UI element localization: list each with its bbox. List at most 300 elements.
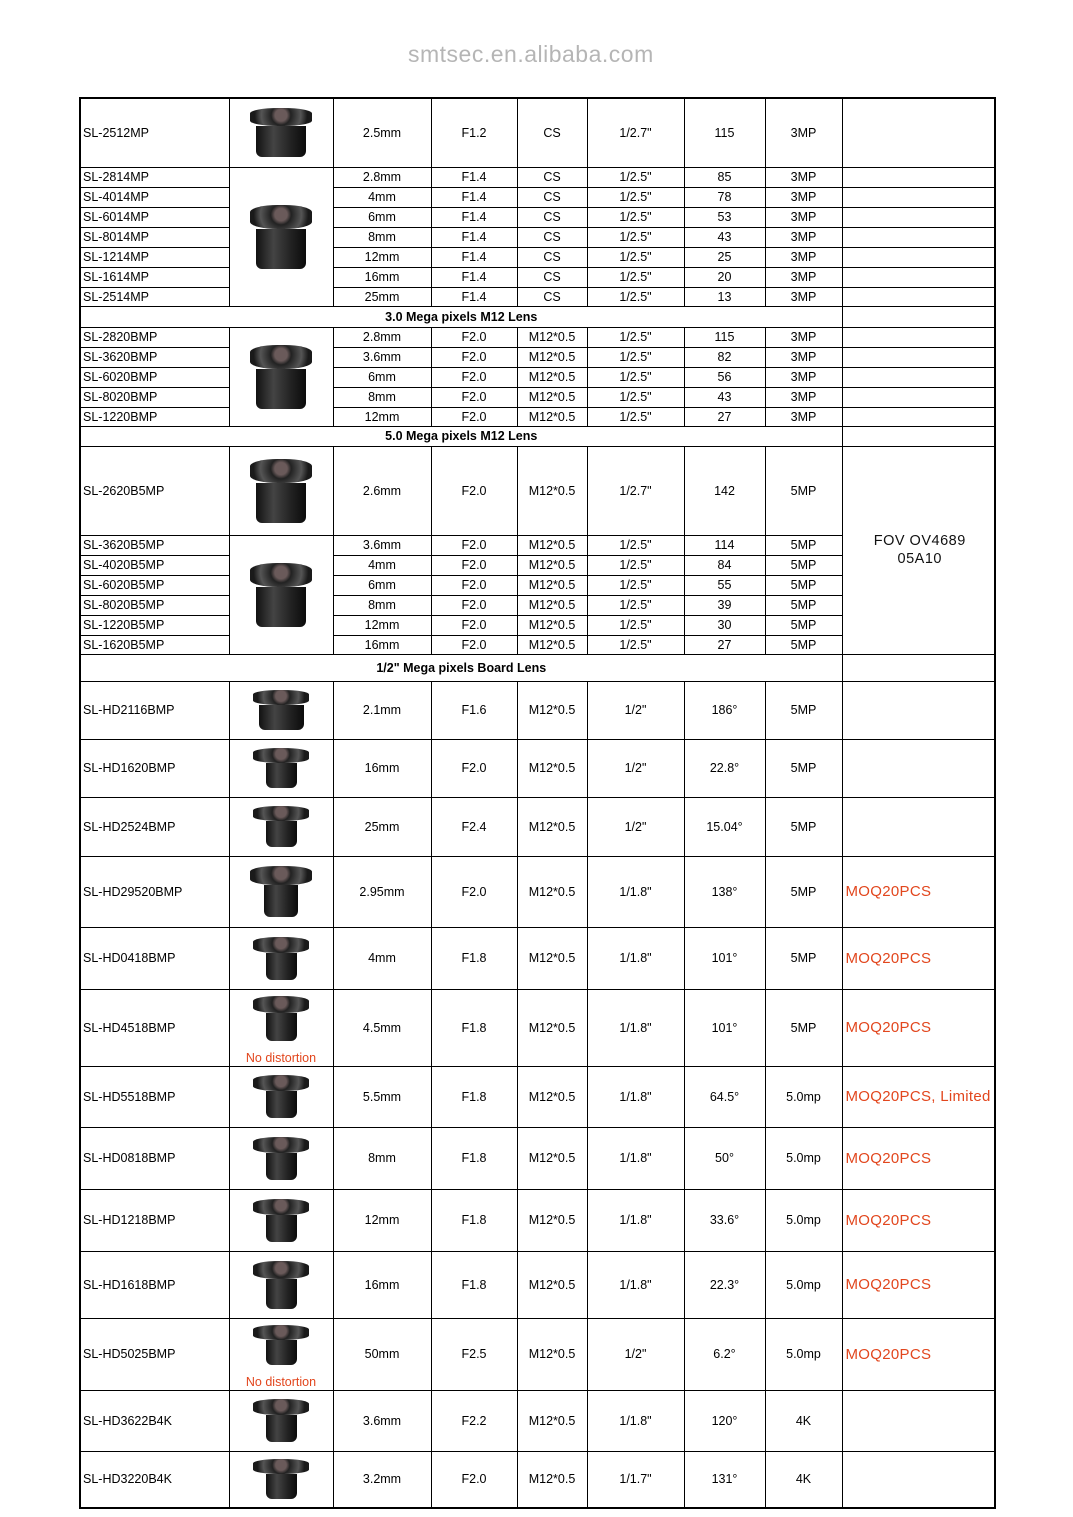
res-cell: 3MP <box>765 387 842 407</box>
sensor-cell: 1/2.5" <box>587 575 684 595</box>
section-title: 3.0 Mega pixels M12 Lens <box>80 306 842 327</box>
mount-cell: M12*0.5 <box>517 407 587 426</box>
mount-cell: M12*0.5 <box>517 595 587 615</box>
aperture-cell: F2.0 <box>431 446 517 535</box>
note-cell <box>842 681 995 739</box>
lens-photo <box>253 806 309 847</box>
sensor-cell: 1/1.8" <box>587 1066 684 1127</box>
table-row <box>80 247 995 267</box>
res-cell: 5MP <box>765 739 842 797</box>
mount-cell: CS <box>517 227 587 247</box>
sensor-cell: 1/2.5" <box>587 327 684 347</box>
note-cell <box>842 367 995 387</box>
note-cell: FOV OV4689 05A10 <box>842 446 995 654</box>
res-cell: 3MP <box>765 98 842 167</box>
res-cell: 5.0mp <box>765 1127 842 1189</box>
res-cell: 5MP <box>765 797 842 856</box>
table-row <box>80 1127 995 1189</box>
model-cell: SL-8020BMP <box>80 387 229 407</box>
fov-cell: 22.3° <box>684 1251 765 1318</box>
fov-cell: 64.5° <box>684 1066 765 1127</box>
fov-cell: 186° <box>684 681 765 739</box>
lens-photo <box>253 1399 309 1442</box>
lens-photo <box>253 690 309 730</box>
focal-cell: 12mm <box>333 247 431 267</box>
sensor-cell: 1/2.5" <box>587 535 684 555</box>
res-cell: 3MP <box>765 267 842 287</box>
note-cell <box>842 207 995 227</box>
res-cell: 3MP <box>765 287 842 306</box>
note-cell <box>842 654 995 681</box>
mount-cell: M12*0.5 <box>517 446 587 535</box>
focal-cell: 4mm <box>333 187 431 207</box>
model-cell: SL-6014MP <box>80 207 229 227</box>
res-cell: 5MP <box>765 989 842 1066</box>
table-row <box>80 1066 995 1127</box>
lens-photo <box>253 1325 309 1365</box>
sensor-cell: 1/2.5" <box>587 267 684 287</box>
fov-cell: 27 <box>684 635 765 654</box>
fov-cell: 84 <box>684 555 765 575</box>
sensor-cell: 1/2.5" <box>587 227 684 247</box>
fov-cell: 13 <box>684 287 765 306</box>
table-row <box>80 1390 995 1451</box>
table-row <box>80 98 995 167</box>
res-cell: 3MP <box>765 247 842 267</box>
res-cell: 5.0mp <box>765 1066 842 1127</box>
res-cell: 3MP <box>765 407 842 426</box>
fov-cell: 115 <box>684 327 765 347</box>
aperture-cell: F2.0 <box>431 347 517 367</box>
focal-cell: 8mm <box>333 227 431 247</box>
focal-cell: 4mm <box>333 927 431 989</box>
note-cell <box>842 1451 995 1508</box>
aperture-cell: F1.8 <box>431 989 517 1066</box>
lens-image-cell <box>229 1251 333 1318</box>
lens-image-cell <box>229 535 333 654</box>
mount-cell: CS <box>517 167 587 187</box>
aperture-cell: F1.8 <box>431 927 517 989</box>
table-row <box>80 167 995 187</box>
lens-photo <box>253 996 309 1041</box>
sensor-cell: 1/2.5" <box>587 615 684 635</box>
model-cell: SL-6020B5MP <box>80 575 229 595</box>
aperture-cell: F2.2 <box>431 1390 517 1451</box>
lens-photo <box>253 748 309 788</box>
table-row <box>80 927 995 989</box>
mount-cell: M12*0.5 <box>517 347 587 367</box>
res-cell: 3MP <box>765 367 842 387</box>
mount-cell: M12*0.5 <box>517 367 587 387</box>
section-header-row <box>80 426 995 446</box>
aperture-cell: F2.0 <box>431 595 517 615</box>
res-cell: 5.0mp <box>765 1251 842 1318</box>
lens-image-cell <box>229 927 333 989</box>
aperture-cell: F2.4 <box>431 797 517 856</box>
focal-cell: 16mm <box>333 739 431 797</box>
fov-cell: 25 <box>684 247 765 267</box>
sensor-cell: 1/2.5" <box>587 555 684 575</box>
fov-cell: 120° <box>684 1390 765 1451</box>
lens-photo <box>250 866 312 917</box>
section-title: 5.0 Mega pixels M12 Lens <box>80 426 842 446</box>
focal-cell: 6mm <box>333 575 431 595</box>
model-cell: SL-8020B5MP <box>80 595 229 615</box>
table-row <box>80 367 995 387</box>
focal-cell: 8mm <box>333 387 431 407</box>
aperture-cell: F2.5 <box>431 1318 517 1390</box>
model-cell: SL-8014MP <box>80 227 229 247</box>
lens-image-cell <box>229 1390 333 1451</box>
res-cell: 5MP <box>765 681 842 739</box>
model-cell: SL-HD1218BMP <box>80 1189 229 1251</box>
note-cell: MOQ20PCS <box>842 1251 995 1318</box>
lens-image-cell <box>229 797 333 856</box>
note-cell <box>842 227 995 247</box>
aperture-cell: F2.0 <box>431 407 517 426</box>
focal-cell: 25mm <box>333 287 431 306</box>
note-cell <box>842 327 995 347</box>
note-cell: MOQ20PCS <box>842 927 995 989</box>
sensor-cell: 1/2.5" <box>587 207 684 227</box>
note-cell <box>842 287 995 306</box>
lens-image-cell <box>229 989 333 1066</box>
mount-cell: M12*0.5 <box>517 1318 587 1390</box>
fov-cell: 43 <box>684 227 765 247</box>
aperture-cell: F2.0 <box>431 739 517 797</box>
sensor-cell: 1/2.5" <box>587 635 684 654</box>
lens-image-cell <box>229 446 333 535</box>
aperture-cell: F2.0 <box>431 535 517 555</box>
res-cell: 5MP <box>765 446 842 535</box>
note-cell <box>842 347 995 367</box>
section-header-row <box>80 306 995 327</box>
lens-photo <box>253 1075 309 1118</box>
model-cell: SL-4020B5MP <box>80 555 229 575</box>
no-distortion-caption: No distortion <box>245 1050 317 1065</box>
table-row <box>80 797 995 856</box>
focal-cell: 12mm <box>333 1189 431 1251</box>
aperture-cell: F2.0 <box>431 367 517 387</box>
sensor-cell: 1/2.5" <box>587 347 684 367</box>
lens-image-cell <box>229 1318 333 1390</box>
sensor-cell: 1/1.8" <box>587 927 684 989</box>
fov-cell: 101° <box>684 927 765 989</box>
aperture-cell: F1.4 <box>431 247 517 267</box>
sensor-cell: 1/1.7" <box>587 1451 684 1508</box>
aperture-cell: F1.4 <box>431 207 517 227</box>
aperture-cell: F1.4 <box>431 267 517 287</box>
lens-spec-table <box>79 97 996 1509</box>
fov-cell: 55 <box>684 575 765 595</box>
mount-cell: M12*0.5 <box>517 575 587 595</box>
mount-cell: M12*0.5 <box>517 635 587 654</box>
res-cell: 5.0mp <box>765 1189 842 1251</box>
mount-cell: M12*0.5 <box>517 387 587 407</box>
fov-cell: 115 <box>684 98 765 167</box>
lens-photo <box>253 1459 309 1499</box>
focal-cell: 8mm <box>333 595 431 615</box>
sensor-cell: 1/2" <box>587 1318 684 1390</box>
aperture-cell: F2.0 <box>431 1451 517 1508</box>
aperture-cell: F1.8 <box>431 1127 517 1189</box>
model-cell: SL-HD2116BMP <box>80 681 229 739</box>
table-row <box>80 1318 995 1390</box>
model-cell: SL-HD2524BMP <box>80 797 229 856</box>
sensor-cell: 1/2.5" <box>587 387 684 407</box>
aperture-cell: F1.4 <box>431 227 517 247</box>
sensor-cell: 1/2.5" <box>587 367 684 387</box>
model-cell: SL-3620BMP <box>80 347 229 367</box>
lens-image-cell <box>229 1066 333 1127</box>
table-row <box>80 856 995 927</box>
res-cell: 5MP <box>765 575 842 595</box>
model-cell: SL-2814MP <box>80 167 229 187</box>
table-row <box>80 327 995 347</box>
mount-cell: M12*0.5 <box>517 535 587 555</box>
sensor-cell: 1/2.5" <box>587 247 684 267</box>
fov-cell: 131° <box>684 1451 765 1508</box>
table-row <box>80 227 995 247</box>
aperture-cell: F1.2 <box>431 98 517 167</box>
focal-cell: 12mm <box>333 615 431 635</box>
fov-cell: 78 <box>684 187 765 207</box>
model-cell: SL-HD1620BMP <box>80 739 229 797</box>
note-cell <box>842 267 995 287</box>
model-cell: SL-HD3622B4K <box>80 1390 229 1451</box>
mount-cell: M12*0.5 <box>517 1189 587 1251</box>
table-row <box>80 347 995 367</box>
model-cell: SL-HD29520BMP <box>80 856 229 927</box>
mount-cell: M12*0.5 <box>517 739 587 797</box>
focal-cell: 16mm <box>333 1251 431 1318</box>
model-cell: SL-6020BMP <box>80 367 229 387</box>
table-row <box>80 267 995 287</box>
note-cell: MOQ20PCS <box>842 1127 995 1189</box>
model-cell: SL-HD5025BMP <box>80 1318 229 1390</box>
res-cell: 5MP <box>765 535 842 555</box>
mount-cell: M12*0.5 <box>517 1251 587 1318</box>
table-row <box>80 387 995 407</box>
sensor-cell: 1/2.5" <box>587 407 684 426</box>
focal-cell: 50mm <box>333 1318 431 1390</box>
table-row <box>80 1189 995 1251</box>
lens-image-cell <box>229 1451 333 1508</box>
fov-cell: 39 <box>684 595 765 615</box>
model-cell: SL-1220BMP <box>80 407 229 426</box>
mount-cell: M12*0.5 <box>517 856 587 927</box>
focal-cell: 16mm <box>333 635 431 654</box>
aperture-cell: F1.4 <box>431 187 517 207</box>
lens-photo <box>253 937 309 980</box>
sensor-cell: 1/2" <box>587 797 684 856</box>
sensor-cell: 1/2.7" <box>587 446 684 535</box>
mount-cell: CS <box>517 187 587 207</box>
mount-cell: CS <box>517 287 587 306</box>
table-row <box>80 1451 995 1508</box>
lens-photo <box>253 1137 309 1180</box>
mount-cell: CS <box>517 207 587 227</box>
model-cell: SL-HD4518BMP <box>80 989 229 1066</box>
mount-cell: CS <box>517 247 587 267</box>
fov-cell: 20 <box>684 267 765 287</box>
model-cell: SL-HD0818BMP <box>80 1127 229 1189</box>
focal-cell: 2.95mm <box>333 856 431 927</box>
sensor-cell: 1/1.8" <box>587 1189 684 1251</box>
focal-cell: 3.6mm <box>333 535 431 555</box>
res-cell: 5MP <box>765 856 842 927</box>
aperture-cell: F1.6 <box>431 681 517 739</box>
section-header-row <box>80 654 995 681</box>
fov-cell: 30 <box>684 615 765 635</box>
mount-cell: M12*0.5 <box>517 1451 587 1508</box>
focal-cell: 5.5mm <box>333 1066 431 1127</box>
fov-cell: 15.04° <box>684 797 765 856</box>
focal-cell: 4.5mm <box>333 989 431 1066</box>
fov-cell: 50° <box>684 1127 765 1189</box>
model-cell: SL-4014MP <box>80 187 229 207</box>
fov-cell: 33.6° <box>684 1189 765 1251</box>
mount-cell: M12*0.5 <box>517 1127 587 1189</box>
model-cell: SL-2514MP <box>80 287 229 306</box>
table-row <box>80 446 995 535</box>
lens-photo <box>250 345 312 409</box>
res-cell: 5MP <box>765 927 842 989</box>
aperture-cell: F2.0 <box>431 575 517 595</box>
table-row <box>80 1251 995 1318</box>
note-cell <box>842 426 995 446</box>
sensor-cell: 1/2" <box>587 681 684 739</box>
model-cell: SL-2512MP <box>80 98 229 167</box>
table-row <box>80 407 995 426</box>
aperture-cell: F2.0 <box>431 327 517 347</box>
note-cell <box>842 167 995 187</box>
focal-cell: 6mm <box>333 367 431 387</box>
res-cell: 4K <box>765 1451 842 1508</box>
note-cell <box>842 739 995 797</box>
sensor-cell: 1/1.8" <box>587 1390 684 1451</box>
focal-cell: 8mm <box>333 1127 431 1189</box>
aperture-cell: F1.4 <box>431 167 517 187</box>
focal-cell: 2.8mm <box>333 167 431 187</box>
note-cell <box>842 247 995 267</box>
focal-cell: 12mm <box>333 407 431 426</box>
lens-image-cell <box>229 856 333 927</box>
note-cell <box>842 1390 995 1451</box>
table-row <box>80 739 995 797</box>
fov-cell: 27 <box>684 407 765 426</box>
res-cell: 5MP <box>765 635 842 654</box>
model-cell: SL-HD3220B4K <box>80 1451 229 1508</box>
model-cell: SL-HD0418BMP <box>80 927 229 989</box>
mount-cell: CS <box>517 267 587 287</box>
res-cell: 3MP <box>765 327 842 347</box>
note-cell: MOQ20PCS <box>842 1318 995 1390</box>
res-cell: 3MP <box>765 227 842 247</box>
mount-cell: M12*0.5 <box>517 989 587 1066</box>
fov-cell: 53 <box>684 207 765 227</box>
aperture-cell: F1.8 <box>431 1189 517 1251</box>
res-cell: 3MP <box>765 347 842 367</box>
focal-cell: 25mm <box>333 797 431 856</box>
sensor-cell: 1/1.8" <box>587 1127 684 1189</box>
aperture-cell: F2.0 <box>431 387 517 407</box>
lens-photo <box>253 1261 309 1309</box>
res-cell: 4K <box>765 1390 842 1451</box>
fov-cell: 138° <box>684 856 765 927</box>
mount-cell: M12*0.5 <box>517 797 587 856</box>
lens-image-cell <box>229 167 333 306</box>
focal-cell: 16mm <box>333 267 431 287</box>
lens-image-cell <box>229 1127 333 1189</box>
aperture-cell: F1.4 <box>431 287 517 306</box>
res-cell: 5MP <box>765 595 842 615</box>
focal-cell: 2.8mm <box>333 327 431 347</box>
model-cell: SL-1214MP <box>80 247 229 267</box>
aperture-cell: F2.0 <box>431 555 517 575</box>
fov-cell: 6.2° <box>684 1318 765 1390</box>
sensor-cell: 1/2.5" <box>587 187 684 207</box>
sensor-cell: 1/1.8" <box>587 989 684 1066</box>
fov-cell: 43 <box>684 387 765 407</box>
note-cell <box>842 797 995 856</box>
mount-cell: CS <box>517 98 587 167</box>
fov-cell: 82 <box>684 347 765 367</box>
lens-image-cell <box>229 327 333 426</box>
note-cell <box>842 407 995 426</box>
focal-cell: 3.2mm <box>333 1451 431 1508</box>
focal-cell: 3.6mm <box>333 1390 431 1451</box>
model-cell: SL-1614MP <box>80 267 229 287</box>
focal-cell: 4mm <box>333 555 431 575</box>
res-cell: 3MP <box>765 167 842 187</box>
section-title: 1/2" Mega pixels Board Lens <box>80 654 842 681</box>
focal-cell: 3.6mm <box>333 347 431 367</box>
lens-photo <box>250 205 312 269</box>
sensor-cell: 1/2.7" <box>587 98 684 167</box>
note-cell <box>842 387 995 407</box>
lens-image-cell <box>229 739 333 797</box>
aperture-cell: F2.0 <box>431 635 517 654</box>
lens-photo <box>250 459 312 523</box>
focal-cell: 6mm <box>333 207 431 227</box>
note-cell: MOQ20PCS, Limited <box>842 1066 995 1127</box>
mount-cell: M12*0.5 <box>517 1066 587 1127</box>
sensor-cell: 1/2" <box>587 739 684 797</box>
mount-cell: M12*0.5 <box>517 927 587 989</box>
aperture-cell: F2.0 <box>431 856 517 927</box>
res-cell: 3MP <box>765 187 842 207</box>
table-row <box>80 287 995 306</box>
note-cell <box>842 187 995 207</box>
model-cell: SL-1620B5MP <box>80 635 229 654</box>
table-row <box>80 207 995 227</box>
aperture-cell: F1.8 <box>431 1251 517 1318</box>
mount-cell: M12*0.5 <box>517 1390 587 1451</box>
fov-cell: 142 <box>684 446 765 535</box>
sensor-cell: 1/1.8" <box>587 1251 684 1318</box>
note-cell: MOQ20PCS <box>842 989 995 1066</box>
lens-photo <box>253 1199 309 1242</box>
table-row <box>80 187 995 207</box>
model-cell: SL-2620B5MP <box>80 446 229 535</box>
watermark: smtsec.en.alibaba.com <box>408 41 654 67</box>
no-distortion-caption: No distortion <box>245 1374 317 1389</box>
note-cell: MOQ20PCS <box>842 856 995 927</box>
lens-image-cell <box>229 1189 333 1251</box>
mount-cell: M12*0.5 <box>517 555 587 575</box>
table-row <box>80 989 995 1066</box>
